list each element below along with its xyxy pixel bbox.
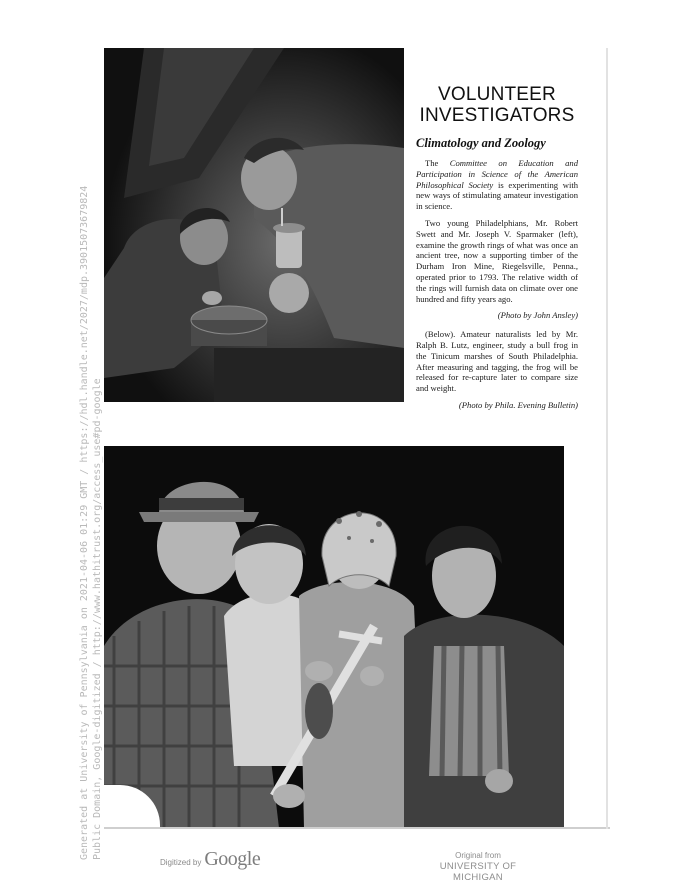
frog-paragraph: (Below). Amateur naturalists led by Mr. Ralph B. Lutz, engineer, study a bull frog in the Tinicum marshes of South Philadelphia. After measuring and tagging, the frog will be released for re-capture later to compare size and weight. xyxy=(416,329,578,394)
intro-paragraph xyxy=(416,158,578,212)
digitized-by-google xyxy=(160,848,260,871)
page-edge-right xyxy=(606,48,608,829)
page-edge-bottom xyxy=(104,827,610,829)
article-column xyxy=(416,84,578,419)
title-line-2: INVESTIGATORS xyxy=(419,105,575,126)
original-from xyxy=(422,851,534,883)
article-subtitle: Climatology and Zoology xyxy=(416,136,546,150)
university-name: UNIVERSITY OF MICHIGAN xyxy=(439,861,517,883)
digitized-by-label: Digitized by xyxy=(160,858,202,867)
mine-photo xyxy=(104,48,404,402)
original-from-label: Original from xyxy=(455,851,501,860)
intro-post: is experimenting with new ways of stimulating amateur investigation in science. xyxy=(416,179,579,212)
hathitrust-watermark xyxy=(78,186,104,860)
photo-credit-top: (Photo by John Ansley) xyxy=(497,310,578,321)
article-title xyxy=(416,84,578,126)
frog-photo xyxy=(104,446,564,828)
frog-photo-graphic xyxy=(104,446,564,828)
photo-credit-bottom: (Photo by Phila. Evening Bulletin) xyxy=(458,399,578,410)
tree-rings-paragraph: Two young Philadelphians, Mr. Robert Swett and Mr. Joseph V. Sparmaker (left), examine the growth rings of what was once an ancient tree, now a supporting timber of the Durham Iron Mine, Riegelsville, Penna., operated prior to 1793. The relative width of the rings will furnish data on climate over one hundred and fifty years ago. xyxy=(416,217,578,304)
committee-name: Committee on Education and Participation in Science of the American Philosophical Society xyxy=(416,158,578,190)
mine-photo-graphic xyxy=(104,48,404,402)
intro-pre: The xyxy=(425,158,450,168)
title-line-1: VOLUNTEER xyxy=(438,84,556,105)
google-logo: Google xyxy=(204,848,261,870)
watermark-line-2: Public Domain, Google-digitized / http://www.hathitrust.org/access_use#pd-google xyxy=(92,378,103,860)
watermark-line-1: Generated at University of Pennsylvania on 2021-04-06 01:29 GMT / https://hdl.handle.net/2027/mdp.39015073679824 xyxy=(79,185,90,860)
